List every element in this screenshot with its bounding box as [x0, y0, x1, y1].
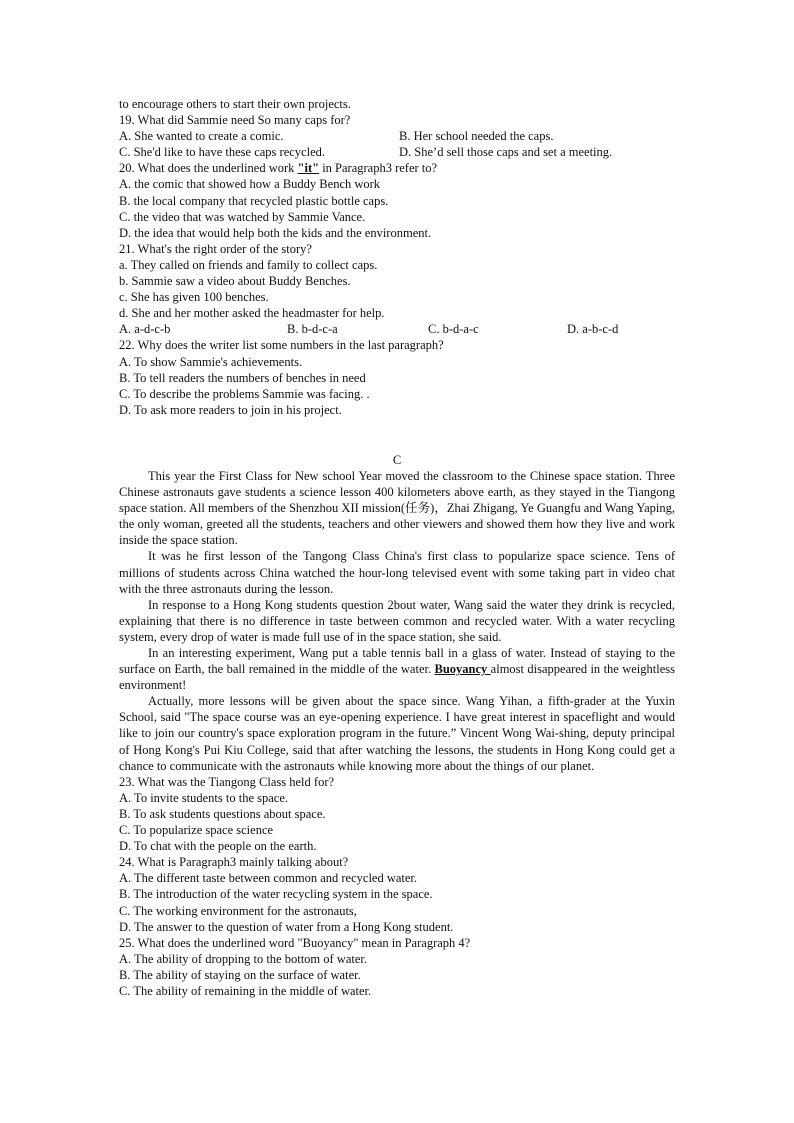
story-event-c: c. She has given 100 benches. — [119, 290, 269, 305]
option-a: A. The different taste between common and recycled water. — [119, 871, 418, 886]
options-row — [119, 144, 675, 160]
option-b: B. The ability of staying on the surface of water. — [119, 967, 361, 982]
story-event-d: d. She and her mother asked the headmaster for help. — [119, 306, 385, 321]
text-line: to encourage others to start their own projects. — [119, 97, 351, 111]
question-22: 22. Why does the writer list some numbers in the last paragraph? — [119, 338, 444, 353]
option-a: A. To show Sammie's achievements. — [119, 354, 303, 369]
question-24: 24. What is Paragraph3 mainly talking about? — [119, 855, 349, 870]
option-b: B. b-d-c-a — [287, 322, 338, 337]
option-b: B. The introduction of the water recycling system in the space. — [119, 887, 433, 902]
question-21: 21. What's the right order of the story? — [119, 241, 312, 256]
document-page — [119, 96, 675, 999]
options-row — [119, 128, 675, 144]
paragraph-text: In an interesting experiment, Wang put a table tennis ball in a glass of water. Instead of staying to the surface on Earth, the ball remained in the middle of the water. — [119, 646, 675, 677]
story-event-a: a. They called on friends and family to collect caps. — [119, 257, 378, 272]
option-d: D. the idea that would help both the kids and the environment. — [119, 225, 432, 240]
section-heading: C — [392, 452, 402, 467]
question-text: in Paragraph3 refer to? — [319, 161, 438, 176]
paragraph-3: In response to a Hong Kong students question 2bout water, Wang said the water they drink is recycled, explaining that there is no difference in taste between common and recycled water. With a water recycling system, every drop of water is made full use of in the space station, she said. — [119, 597, 675, 644]
question-23: 23. What was the Tiangong Class held for? — [119, 774, 335, 789]
story-event-b: b. Sammie saw a video about Buddy Benches. — [119, 274, 351, 289]
option-c: C. The working environment for the astronauts, — [119, 903, 357, 918]
option-a: A. a-d-c-b — [119, 322, 171, 337]
option-a: A. She wanted to create a comic. — [119, 129, 284, 144]
option-a: A. To invite students to the space. — [119, 790, 289, 805]
option-b: B. the local company that recycled plastic bottle caps. — [119, 193, 389, 208]
option-d: D. She’d sell those caps and set a meeting. — [399, 145, 613, 160]
option-c: C. b-d-a-c — [428, 322, 479, 337]
paragraph-2: It was he first lesson of the Tangong Class China's first class to popularize space science. Tens of millions of students across China watched the hour-long televised event with some taking part in video chat with the three astronauts during the lesson. — [119, 549, 675, 596]
paragraph-text: almost disappeared in the weightless environment! — [119, 662, 675, 693]
option-d: D. To chat with the people on the earth. — [119, 839, 317, 854]
question-19: 19. What did Sammie need So many caps for? — [119, 113, 351, 128]
option-c: C. To describe the problems Sammie was facing. . — [119, 386, 370, 401]
paragraph-1: This year the First Class for New school Year moved the classroom to the Chinese space station. Three Chinese astronauts gave students a science lesson 400 kilometers above earth, as they stayed in the Tiangong space station. All members of the Shenzhou XII mission(任务)，Zhai Zhigang, Ye Guangfu and Wang Yaping, the only woman, greeted all the students, teachers and other viewers and showed them how they live and work inside the space station. — [119, 468, 675, 548]
paragraph-4 — [119, 645, 675, 693]
paragraph-5: Actually, more lessons will be given about the space since. Wang Yihan, a fifth-grader at the Yuxin School, said "The space course was an eye-opening experience. I have great interest in spaceflight and would like to join our country's space exploration program in the future.” Vincent Wong Wai-shing, deputy principal of Hong Kong's Pui Kiu College, said that after watching the lessons, the students in Hong Kong could get a chance to communicate with the astronauts while knowing more about the things of our planet. — [119, 694, 675, 773]
underlined-word: "it" — [297, 161, 320, 176]
option-d: D. a-b-c-d — [567, 322, 619, 337]
option-c: C. the video that was watched by Sammie Vance. — [119, 209, 366, 224]
option-c: C. The ability of remaining in the middle of water. — [119, 983, 372, 998]
option-b: B. Her school needed the caps. — [399, 129, 554, 144]
option-b: B. To tell readers the numbers of benches in need — [119, 370, 366, 385]
option-d: D. To ask more readers to join in his project. — [119, 402, 342, 417]
question-text: 20. What does the underlined work — [119, 161, 298, 176]
underlined-word: Buoyancy — [434, 662, 491, 677]
options-row — [119, 321, 675, 337]
option-d: D. The answer to the question of water from a Hong Kong student. — [119, 919, 454, 934]
option-a: A. the comic that showed how a Buddy Bench work — [119, 177, 381, 192]
option-a: A. The ability of dropping to the bottom of water. — [119, 951, 367, 966]
option-c: C. She'd like to have these caps recycled. — [119, 145, 325, 160]
question-25: 25. What does the underlined word "Buoyancy" mean in Paragraph 4? — [119, 935, 471, 950]
option-b: B. To ask students questions about space. — [119, 806, 326, 821]
question-20 — [119, 160, 675, 176]
option-c: C. To popularize space science — [119, 823, 274, 838]
